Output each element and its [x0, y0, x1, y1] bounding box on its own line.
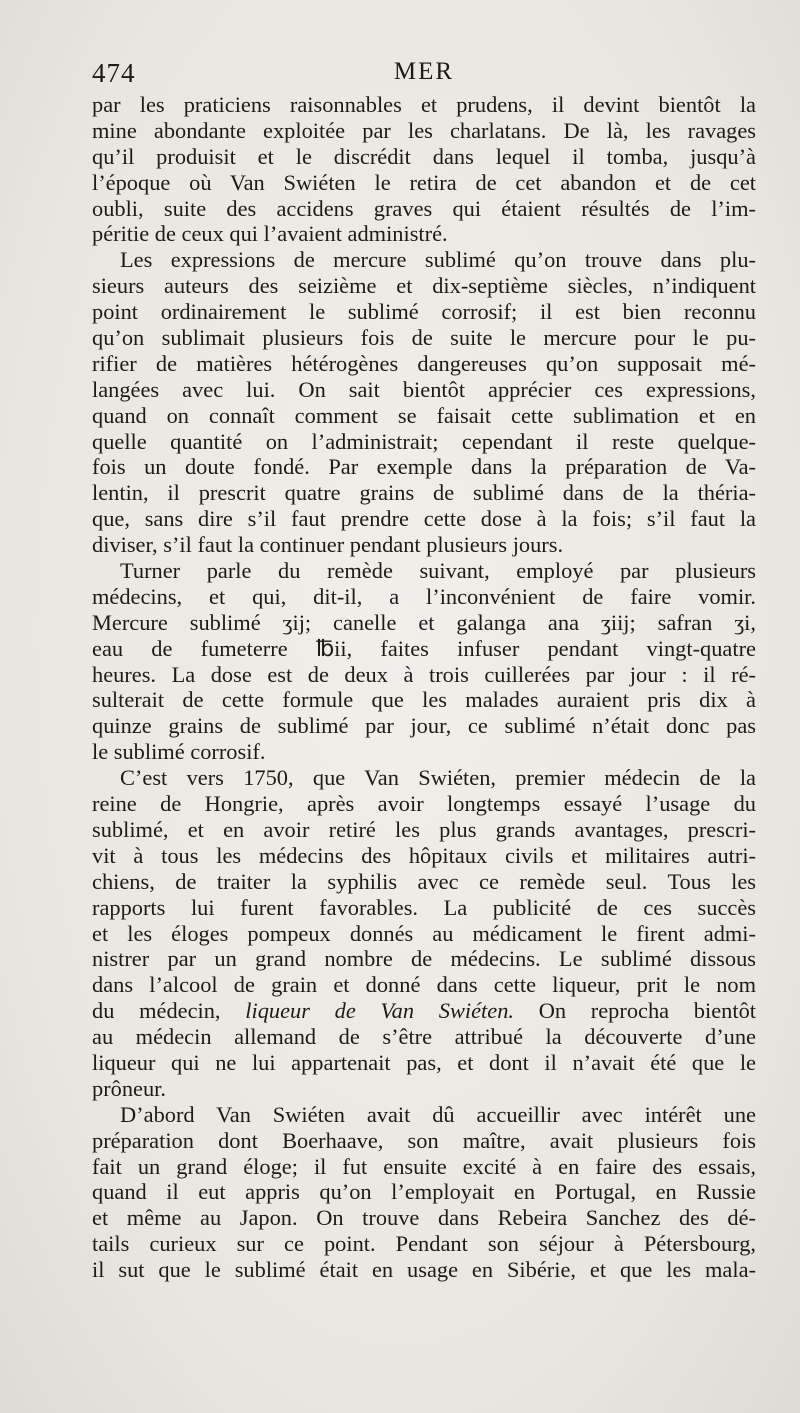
paragraph — [92, 765, 756, 1102]
text-line: que, sans dire s’il faut prendre cette dose à la fois; s’il faut la — [92, 506, 756, 532]
text-line: Les expressions de mercure sublimé qu’on trouve dans plu- — [120, 247, 756, 273]
running-head: MER — [393, 58, 455, 85]
text-line: au médecin allemand de s’être attribué la découverte d’une — [92, 1024, 756, 1050]
text-line: C’est vers 1750, que Van Swiéten, premier médecin de la — [120, 765, 756, 791]
text-line: point ordinairement le sublimé corrosif; il est bien reconnu — [92, 299, 756, 325]
text-line: fois un doute fondé. Par exemple dans la préparation de Va- — [92, 454, 756, 480]
text-line: liqueur qui ne lui appartenait pas, et dont il n’avait été que le — [92, 1049, 756, 1075]
text-line: langées avec lui. On sait bientôt apprécier ces expressions, — [92, 376, 756, 402]
text-line: oubli, suite des accidens graves qui étaient résultés de l’im- — [92, 195, 756, 221]
text-line: Turner parle du remède suivant, employé par plusieurs — [120, 558, 756, 584]
text-line: eau de fumeterre ℔ii, faites infuser pendant vingt-quatre — [92, 635, 756, 661]
text-line: heures. La dose est de deux à trois cuillerées par jour : il ré- — [92, 661, 756, 687]
text-line: rapports lui furent favorables. La publicité de ces succès — [92, 894, 756, 920]
text-line: prôneur. — [92, 1075, 166, 1101]
text-line: sieurs auteurs des seizième et dix-septième siècles, n’indiquent — [92, 273, 756, 299]
text-line: quand on connaît comment se faisait cette sublimation et en — [92, 402, 756, 428]
text-line: chiens, de traiter la syphilis avec ce remède seul. Tous les — [92, 868, 756, 894]
text-line: dans l’alcool de grain et donné dans cette liqueur, prit le nom — [92, 972, 756, 998]
text-line: diviser, s’il faut la continuer pendant plusieurs jours. — [92, 532, 564, 558]
text-line: rifier de matières hétérogènes dangereuses qu’on supposait mé- — [92, 350, 756, 376]
text-line-mixed — [92, 998, 756, 1024]
text-line: sublimé, et en avoir retiré les plus grands avantages, prescri- — [92, 816, 756, 842]
text-run: On reprocha bientôt — [514, 998, 756, 1024]
paragraph — [92, 1102, 756, 1283]
text-line: sulterait de cette formule que les malades auraient pris dix à — [92, 687, 756, 713]
text-line: qu’il produisit et le discrédit dans lequel il tomba, jusqu’à — [92, 143, 756, 169]
paragraph — [92, 92, 756, 247]
paragraph — [92, 247, 756, 558]
text-line: reine de Hongrie, après avoir longtemps essayé l’usage du — [92, 791, 756, 817]
text-line: qu’on sublimait plusieurs fois de suite le mercure pour le pu- — [92, 325, 756, 351]
text-line: vit à tous les médecins des hôpitaux civils et militaires autri- — [92, 842, 756, 868]
text-line: quinze grains de sublimé par jour, ce sublimé n’était donc pas — [92, 713, 756, 739]
page-number: 474 — [92, 58, 136, 88]
text-line: lentin, il prescrit quatre grains de sublimé dans de la théria- — [92, 480, 756, 506]
text-run: du médecin, — [92, 998, 246, 1024]
text-line: nistrer par un grand nombre de médecins. Le sublimé dissous — [92, 946, 756, 972]
page-header — [92, 58, 756, 94]
body-text — [92, 92, 756, 1283]
text-line: le sublimé corrosif. — [92, 739, 266, 765]
text-line: et même au Japon. On trouve dans Rebeira Sanchez des dé- — [92, 1205, 756, 1231]
text-line: préparation dont Boerhaave, son maître, avait plusieurs fois — [92, 1127, 756, 1153]
text-line: l’époque où Van Swiéten le retira de cet abandon et de cet — [92, 169, 756, 195]
text-line: et les éloges pompeux donnés au médicament le firent admi- — [92, 920, 756, 946]
text-line: Mercure sublimé ʒij; canelle et galanga ana ʒiij; safran ʒi, — [92, 609, 756, 635]
text-line: D’abord Van Swiéten avait dû accueillir avec intérêt une — [120, 1101, 756, 1127]
text-line: médecins, et qui, dit-il, a l’inconvénient de faire vomir. — [92, 583, 756, 609]
text-line: il sut que le sublimé était en usage en Sibérie, et que les mala- — [92, 1257, 756, 1283]
text-line: tails curieux sur ce point. Pendant son séjour à Pétersbourg, — [92, 1231, 756, 1257]
text-line: mine abondante exploitée par les charlatans. De là, les ravages — [92, 117, 756, 143]
text-line: par les praticiens raisonnables et prudens, il devint bientôt la — [92, 92, 756, 117]
text-line: péritie de ceux qui l’avaient administré. — [92, 221, 448, 247]
text-line: quand il eut appris qu’on l’employait en Portugal, en Russie — [92, 1179, 756, 1205]
paragraph — [92, 558, 756, 765]
italic-phrase: liqueur de Van Swiéten. — [245, 998, 515, 1024]
text-line: quelle quantité on l’administrait; cependant il reste quelque- — [92, 428, 756, 454]
text-line: fait un grand éloge; il fut ensuite excité à en faire des essais, — [92, 1153, 756, 1179]
